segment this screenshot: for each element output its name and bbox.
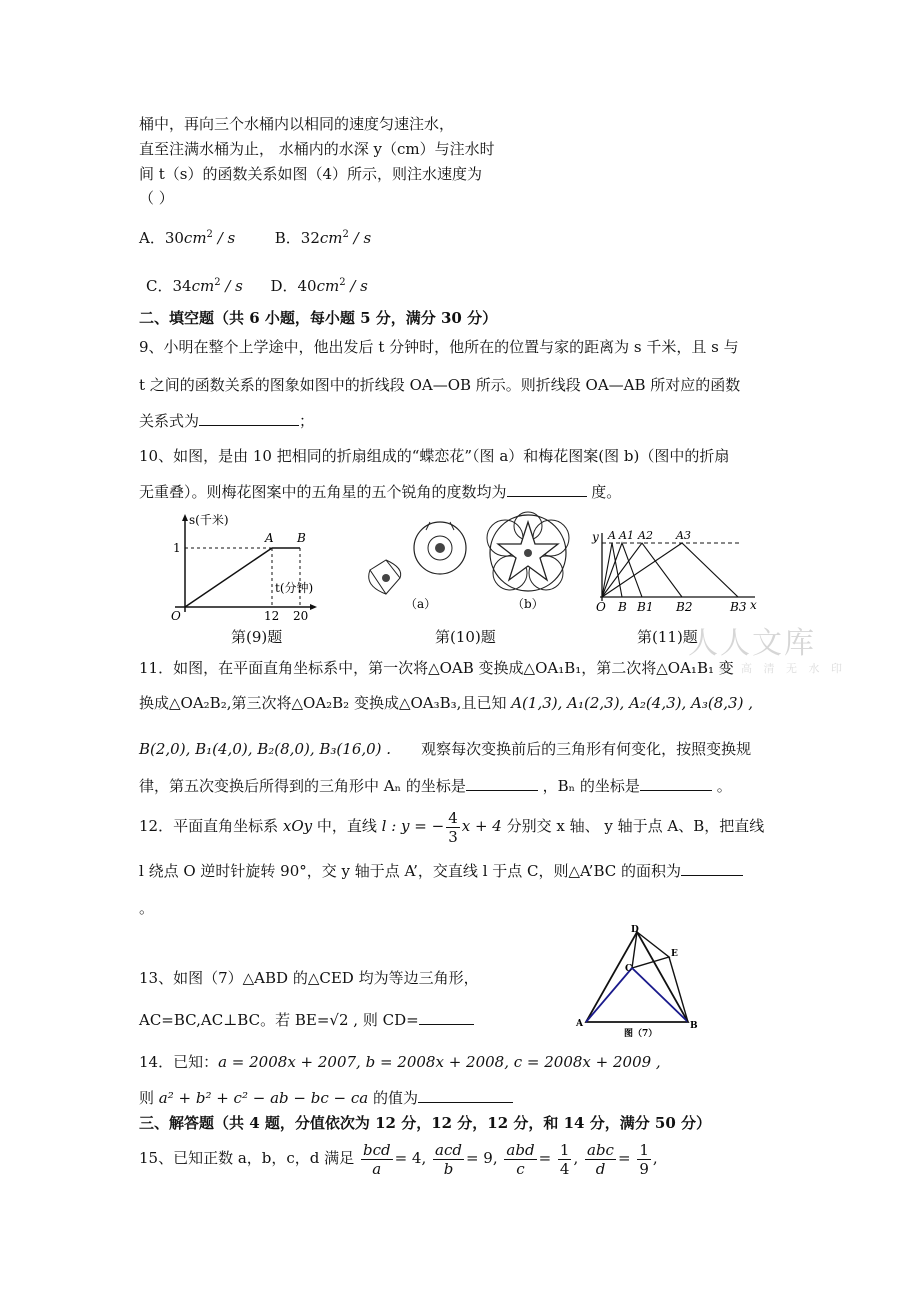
q12-line2: l 绕点 O 逆时针旋转 90°，交 y 轴于点 A’，交直线 l 于点 C，则△A’BC 的面积为: [139, 861, 743, 881]
q13-line2: AC=BC,AC⊥BC。若 BE=√2 , 则 CD=: [139, 1010, 474, 1030]
label-c: C: [625, 964, 633, 974]
section2-title: 二、填空题（共 6 小题，每小题 5 分，满分 30 分）: [139, 309, 498, 327]
answer-blank-q9[interactable]: [199, 411, 299, 426]
q8-options-cd: [146, 273, 368, 296]
x-axis-label: t(分钟): [275, 581, 314, 595]
q11-line2: 换成△OA₂B₂,第三次将△OA₂B₂ 变换成△OA₃B₃,且已知 A(1,3), A₁(2,3), A₂(4,3), A₃(8,3) ,: [139, 694, 753, 712]
y-axis-label: s(千米): [189, 513, 229, 527]
q8-line4: （ ）: [139, 189, 174, 207]
label-b: B: [690, 1021, 698, 1031]
answer-blank-q10[interactable]: [507, 482, 587, 497]
segment-oa: [185, 548, 272, 607]
label-b3: B3: [730, 600, 747, 614]
q15-line1: 15、已知正数 a，b，c，d 满足 $\frac{\text{bcd}}{a}$ = 4, $\frac{\text{acd}}{b}$ = 9, $\frac{\text{abd}}{c}$ = $\frac{1}{4}$ , $\frac{\text{abc}}{d}$ = $\frac{1}{9}$ ,: [139, 1140, 658, 1178]
x-axis-arrow-icon: [310, 604, 317, 610]
q8-line2: 直至注满水桶为止， 水桶内的水深 y（cm）与注水时: [139, 140, 495, 158]
q11-line4: 律，第五次变换后所得到的三角形中 Aₙ 的坐标是 ，Bₙ 的坐标是 。: [139, 777, 732, 795]
x-tick-20: 20: [293, 609, 309, 622]
answer-blank-q13[interactable]: [419, 1010, 474, 1025]
q14-line1: 14．已知：a = 2008x + 2007, b = 2008x + 2008, c = 2008x + 2009 ,: [139, 1053, 661, 1071]
q8-line3: 间 t（s）的函数关系如图（4）所示，则注水速度为: [139, 165, 483, 183]
q14-line2: 则 a² + b² + c² − ab − bc − ca 的值为: [139, 1088, 513, 1108]
label-a2: A2: [638, 529, 653, 542]
q9-line2: t 之间的函数关系的图象如图中的折线段 OA—OB 所示。则折线段 OA—AB 所对应的函数: [139, 376, 741, 394]
label-a: A: [608, 529, 616, 542]
y-label: y: [592, 530, 599, 544]
label-a3: A3: [676, 529, 691, 542]
caption-fig9: 第(9)题: [231, 628, 283, 646]
answer-blank-q11-an[interactable]: [466, 776, 538, 791]
label-a1: A1: [619, 529, 634, 542]
watermark-subtitle: 下 载 高 清 无 水 印: [696, 662, 846, 675]
point-b-label: B: [297, 531, 306, 545]
triangle-abd: [586, 932, 688, 1022]
label-b: B: [618, 600, 627, 614]
answer-blank-q12[interactable]: [681, 861, 743, 876]
q9-line3: 关系式为 ；: [139, 412, 315, 430]
q8-line1: 桶中，再向三个水桶内以相同的速度匀速注水，: [139, 115, 455, 133]
label-b2: B2: [676, 600, 693, 614]
segment-ac: [586, 968, 632, 1022]
y-axis-arrow-icon: [182, 514, 188, 521]
section3-title: 三、解答题（共 4 题，分值依次为 12 分，12 分，12 分，和 14 分，满分 50 分）: [139, 1114, 712, 1132]
q10-line2: 无重叠）。则梅花图案中的五角星的五个锐角的度数均为 度。: [139, 483, 622, 501]
label-b1: B1: [637, 600, 654, 614]
figure-q9-graph: [155, 512, 330, 622]
label-a: A: [576, 1019, 583, 1029]
q13-line1: 13、如图（7）△ABD 的△CED 均为等边三角形，: [139, 969, 479, 987]
q11-line1: 11．如图，在平面直角坐标系中，第一次将△OAB 变换成△OA₁B₁，第二次将△OA₁B₁ 变: [139, 659, 734, 677]
y-tick-1: 1: [173, 541, 181, 555]
fan-pattern-a: [369, 522, 466, 594]
origin-label: O: [596, 600, 606, 614]
watermark-logo: 人人文库: [688, 626, 816, 661]
q12-line1: 12．平面直角坐标系 xOy 中，直线 l : y = − $\frac{4}{3}$ x + 4 分别交 x 轴、 y 轴于点 A、B，把直线: [139, 808, 765, 846]
figure-q13-triangles: [570, 922, 710, 1040]
caption-fig11: 第(11)题: [637, 628, 698, 646]
triangles: [602, 543, 738, 597]
point-a-label: A: [265, 531, 274, 545]
q11-line3: B(2,0), B₁(4,0), B₂(8,0), B₃(16,0) . 观察每次变换前后的三角形有何变化，按照变换规: [139, 740, 752, 758]
fan-b-label: （b）: [512, 597, 544, 611]
answer-blank-q14[interactable]: [418, 1088, 513, 1103]
q8-options-ab: [139, 225, 371, 248]
triangle-ced: [632, 932, 669, 968]
q10-line1: 10、如图，是由 10 把相同的折扇组成的“蝶恋花”（图 a）和梅花图案(图 b)（图中的折扇: [139, 447, 730, 465]
fig7-caption: 图（7）: [624, 1029, 658, 1039]
fan-a-label: （a）: [405, 597, 437, 611]
origin-label: O: [171, 609, 181, 622]
q9-line1: 9、小明在整个上学途中，他出发后 t 分钟时，他所在的位置与家的距离为 s 千米，且 s 与: [139, 338, 739, 356]
caption-fig10: 第(10)题: [435, 628, 496, 646]
option-a: A．$30cm^2$ / s: [139, 229, 236, 247]
option-d: D．$40cm^2$ / s: [270, 277, 368, 295]
label-d: D: [631, 925, 639, 935]
answer-blank-q11-bn[interactable]: [640, 776, 712, 791]
fan-pattern-b: [487, 512, 569, 591]
option-b: B．$32cm^2$ / s: [274, 229, 372, 247]
label-e: E: [671, 949, 678, 959]
x-label: x: [750, 598, 757, 612]
option-c: C．$34cm^2$ / s: [146, 277, 243, 295]
figure-q11-triangles: [590, 525, 765, 617]
q12-line3: 。: [139, 899, 155, 917]
x-tick-12: 12: [264, 609, 280, 622]
figure-q10-fans: [360, 508, 575, 618]
